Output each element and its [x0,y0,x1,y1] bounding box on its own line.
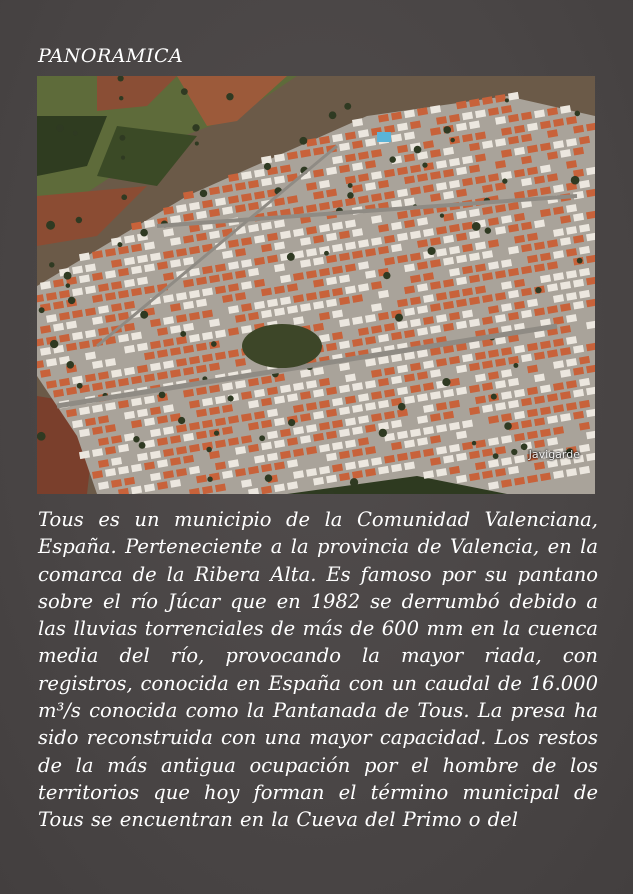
tree [49,262,54,267]
tree [472,222,481,231]
tree [383,272,390,279]
tree [228,395,234,401]
tree [350,478,358,486]
tree [324,251,329,256]
tree [39,307,45,313]
page-title: PANORAMICA [38,45,184,67]
tree [505,98,509,102]
tree [521,443,528,450]
tree [265,474,273,482]
tree [68,297,75,304]
tree [491,394,497,400]
tree [422,162,427,167]
aerial-town-image [37,76,595,494]
tree [77,383,83,389]
tree [344,103,351,110]
tree [259,435,265,441]
tree [264,163,271,170]
tree [450,138,455,143]
tree [67,361,75,369]
tree [178,417,185,424]
tree [348,183,353,188]
tree [535,287,541,293]
tree [214,430,219,435]
photo-watermark: Javigarde [528,448,580,461]
tree [159,391,166,398]
tree [73,131,78,136]
tree [37,432,46,441]
tree [64,272,72,280]
tree [192,124,199,131]
tree [299,137,307,145]
tree [414,146,422,154]
tree [46,221,55,230]
tree [575,111,581,117]
tree [195,142,199,146]
tree [119,96,123,100]
tree [502,178,507,183]
tree [288,419,295,426]
tree [443,126,451,134]
tree [140,229,148,237]
tree [226,93,233,100]
tree [577,258,583,264]
tree [428,247,436,255]
tree [181,88,188,95]
tree [398,403,406,411]
tree [513,363,518,368]
tree [504,422,512,430]
tree [379,429,387,437]
tree [287,253,295,261]
tree [207,477,212,482]
description-text: Tous es un municipio de la Comunidad Valenciana, España. Perteneciente a la provincia de Valencia, en la comarca de la Ribera Alta. Es famoso por su pantano sobre el río Júcar que en 1982 se derrumbó debido a las lluvias torrenciales de más de 600 mm en la cuenca media del río, provocando la mayor riada, con registros, conocida en España con un caudal de 16.000 m³/s conocida como la Pantanada de Tous. La presa ha sido reconstruida con una mayor capacidad. Los restos de la más antigua ocupación por el hombre de los territorios que hoy forman el término municipal de Tous se encuentran en la Cueva del Primo o del [38,508,598,832]
tree [50,340,58,348]
tree [347,192,354,199]
tree [76,217,82,223]
tree [329,111,337,119]
plaza-trees [242,324,322,368]
tree [571,176,580,185]
tree [200,190,207,197]
tree [206,447,212,453]
tree [485,227,491,233]
tree [395,314,403,322]
tree [121,194,127,200]
tree [511,449,517,455]
tree [442,378,450,386]
tree [472,441,476,445]
tree [66,283,71,288]
tree [211,341,217,347]
tree [493,453,499,459]
tree [140,311,148,319]
swimming-pool [377,132,391,142]
aerial-town-photo [37,76,595,494]
tree [180,331,186,337]
tree [139,442,146,449]
tree [389,156,395,162]
tree [121,156,125,160]
tree [56,124,63,131]
tree [440,213,444,217]
tree [117,242,122,247]
tree [119,135,125,141]
tree [133,436,139,442]
